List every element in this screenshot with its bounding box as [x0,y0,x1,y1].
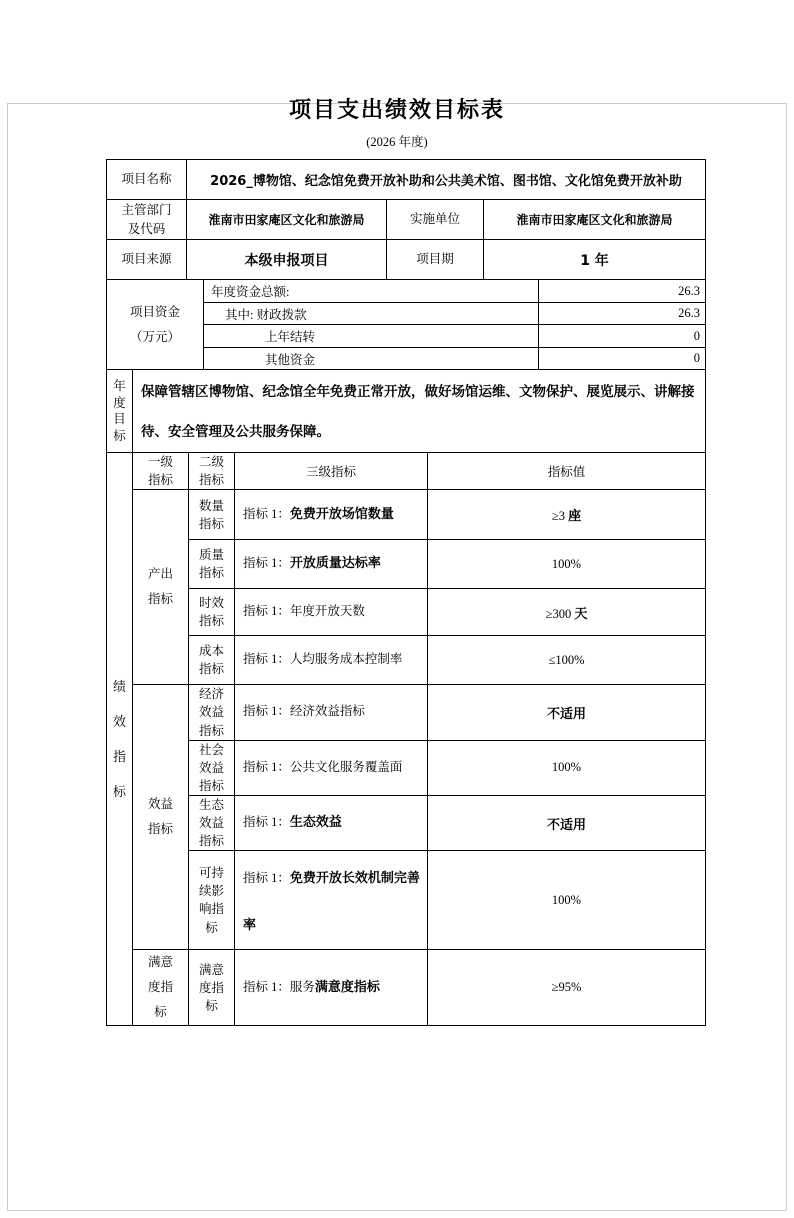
l3-name: 满意度指标 [314,979,380,995]
annual-target-text: 保障管辖区博物馆、纪念馆全年免费正常开放，做好场馆运维、文物保护、展览展示、讲解接待、安全管理及公共服务保障。 [133,370,706,453]
l3-prefix: 指标 1： [243,556,290,571]
indicator-value [428,685,706,740]
indicator-value [428,796,706,851]
indicator-row-sustainability [107,851,706,950]
l3-prefix: 指标 1： [243,604,290,619]
indicator-value [428,589,706,636]
annual-target-label: 年度目标 [107,370,133,453]
indicator-row-quantity [107,490,706,540]
l2-label: 可持续影响指标 [189,851,235,950]
value-plain: ≥300 [545,606,575,621]
header-value: 指标值 [428,453,706,490]
funding-other-label: 其他资金 [204,348,539,370]
indicators-table [106,452,706,1026]
funding-carryover-value: 0 [539,325,706,348]
project-source-label: 项目来源 [107,240,187,280]
value-bold: 座 [568,509,582,525]
l3-plain: 年度开放天数 [289,604,365,619]
l2-label: 生态效益指标 [189,796,235,851]
header-level2: 二级指标 [189,453,235,490]
impl-unit-label: 实施单位 [387,200,484,240]
l3-prefix: 指标 1： [243,871,290,886]
l3-prefix: 指标 1： [243,652,290,667]
group-output: 产出指标 [133,490,189,685]
l2-label: 满意度指标 [189,950,235,1026]
l2-label: 时效指标 [189,589,235,636]
indicator-row-timeliness [107,589,706,636]
l3-name: 开放质量达标率 [289,556,381,572]
l3-text [235,636,428,685]
funding-total-label: 年度资金总额: [204,280,539,303]
l3-plain: 服务 [289,979,315,994]
indicator-row-social [107,740,706,795]
group-satisfaction: 满意度指标 [133,950,189,1026]
value-plain: 100% [551,556,582,571]
value-plain: 100% [551,892,582,907]
indicator-value [428,490,706,540]
document-page [0,96,794,1026]
value-plain: 100% [551,760,582,775]
dept-label: 主管部门及代码 [107,200,187,240]
l3-text [235,490,428,540]
l3-prefix: 指标 1： [243,506,290,521]
value-bold: 不适用 [546,706,586,722]
funding-label [107,280,204,370]
l3-plain: 人均服务成本控制率 [289,652,403,667]
indicator-row-ecological [107,796,706,851]
l3-text [235,796,428,851]
project-name-value: 2026_博物馆、纪念馆免费开放补助和公共美术馆、图书馆、文化馆免费开放补助 [187,160,706,200]
l3-plain: 公共文化服务覆盖面 [289,759,403,774]
impl-unit-value: 淮南市田家庵区文化和旅游局 [484,200,706,240]
indicator-value [428,950,706,1026]
l3-name: 免费开放长效机制完善率 [243,871,420,934]
l3-name: 生态效益 [289,815,342,831]
performance-side-label: 绩效指标 [107,453,133,1026]
indicator-row-economic [107,685,706,740]
value-plain: ≥3 [551,509,569,524]
l3-text [235,950,428,1026]
l3-prefix: 指标 1： [243,815,290,830]
l3-text [235,740,428,795]
value-plain: ≥95% [551,980,582,995]
value-bold: 不适用 [546,817,586,833]
l3-plain: 经济效益指标 [289,704,365,719]
project-source-value: 本级申报项目 [187,240,387,280]
funding-other-value: 0 [539,348,706,370]
group-benefit: 效益指标 [133,685,189,950]
funding-label-line1: 项目资金 [129,304,180,319]
indicator-value [428,636,706,685]
header-level3: 三级指标 [235,453,428,490]
l2-label: 质量指标 [189,540,235,589]
dept-value: 淮南市田家庵区文化和旅游局 [187,200,387,240]
project-info-table [106,159,706,280]
funding-total-value: 26.3 [539,280,706,303]
indicator-row-satisfaction [107,950,706,1026]
l2-label: 成本指标 [189,636,235,685]
value-bold: 天 [574,606,588,622]
project-name-label: 项目名称 [107,160,187,200]
l3-prefix: 指标 1： [243,704,290,719]
project-period-label: 项目期 [387,240,484,280]
funding-fiscal-label: 其中: 财政拨款 [204,303,539,325]
l3-name: 免费开放场馆数量 [289,506,394,522]
l2-label: 经济效益指标 [189,685,235,740]
l3-prefix: 指标 1： [243,979,290,994]
l3-text [235,685,428,740]
page-title: 项目支出绩效目标表 [288,98,505,123]
funding-fiscal-value: 26.3 [539,303,706,325]
l3-prefix: 指标 1： [243,759,290,774]
indicator-value [428,540,706,589]
page-subtitle: (2026 年度) [366,135,428,149]
l3-text [235,589,428,636]
indicator-row-quality [107,540,706,589]
indicator-value [428,851,706,950]
header-level1: 一级指标 [133,453,189,490]
indicator-row-cost [107,636,706,685]
l2-label: 数量指标 [189,490,235,540]
value-plain: ≤100% [548,652,585,667]
funding-label-line2: （万元） [129,329,180,344]
funding-table [106,279,706,370]
l3-text [235,851,428,950]
l2-label: 社会效益指标 [189,740,235,795]
indicator-value [428,740,706,795]
l3-text [235,540,428,589]
project-period-value: 1 年 [484,240,706,280]
funding-carryover-label: 上年结转 [204,325,539,348]
annual-target-table [106,369,706,453]
